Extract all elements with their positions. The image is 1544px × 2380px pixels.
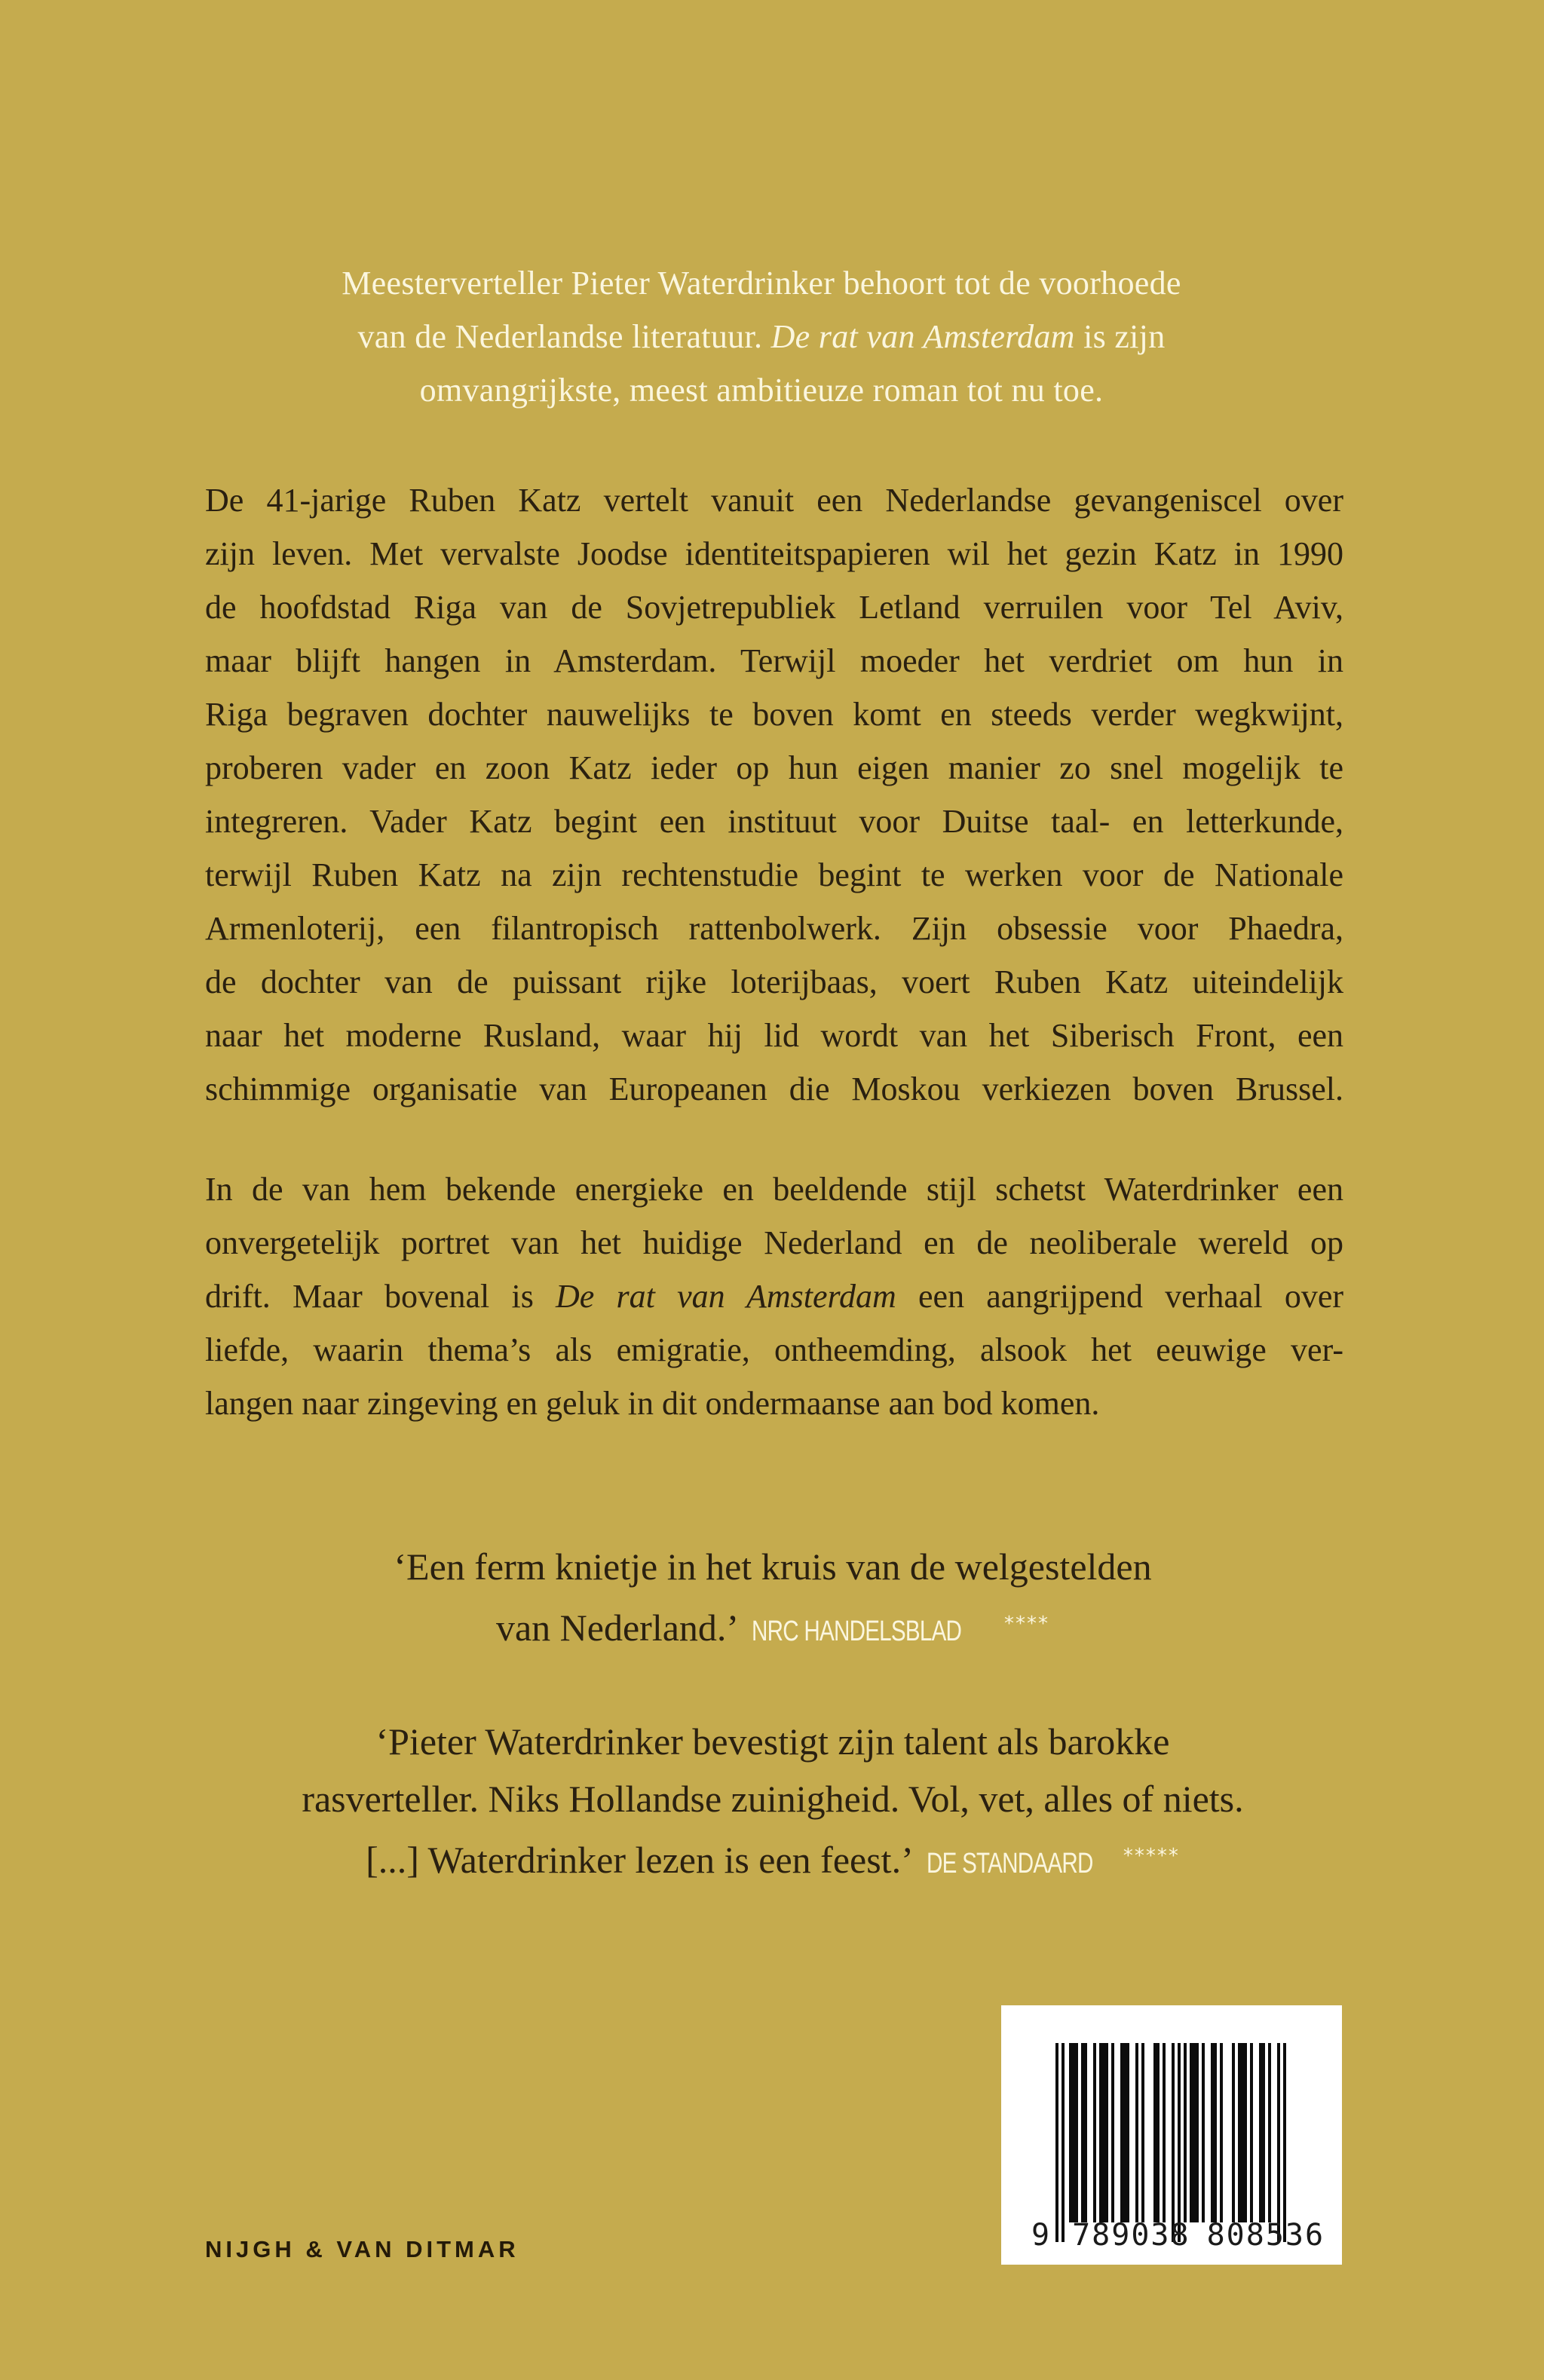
synopsis-line: terwijl Ruben Katz na zijn rechtenstudie begint te werken voor de Nationale <box>205 856 1343 893</box>
isbn-number <box>1031 2218 1325 2253</box>
intro-line-1: Meesterverteller Pieter Waterdrinker behoort tot de voorhoede <box>342 265 1181 302</box>
synopsis-line: langen naar zingeving en geluk in dit ondermaanse aan bod komen. <box>205 1385 1100 1422</box>
publisher-name: NIJGH & VAN DITMAR <box>205 2236 519 2262</box>
synopsis-line: de dochter van de puissant rijke loterijbaas, voert Ruben Katz uiteindelijk <box>205 963 1343 1000</box>
star-rating-icon: **** <box>1004 1613 1049 1635</box>
synopsis-line: In de van hem bekende energieke en beeldende stijl schetst Waterdrinker een <box>205 1171 1343 1208</box>
barcode-icon <box>1055 2043 1309 2242</box>
quote-line <box>226 1827 1319 1892</box>
intro-line-2-tail: is zijn <box>1083 318 1166 355</box>
synopsis-line: liefde, waarin thema’s als emigratie, ontheemding, alsook het eeuwige ver- <box>205 1331 1343 1368</box>
isbn-first-digit: 9 <box>1031 2218 1052 2253</box>
synopsis-line: zijn leven. Met vervalste Joodse identiteitspapieren wil het gezin Katz in 1990 <box>205 535 1343 572</box>
synopsis-line: De 41-jarige Ruben Katz vertelt vanuit een Nederlandse gevangeniscel over <box>205 482 1343 519</box>
synopsis-line: naar het moderne Rusland, waar hij lid wordt van het Siberisch Front, een <box>205 1017 1343 1054</box>
review-source: NRC HANDELSBLAD <box>751 1616 962 1647</box>
isbn-group-2: 808536 <box>1206 2218 1325 2253</box>
synopsis-paragraph-1 <box>205 473 1343 1116</box>
book-title-italic: De rat van Amsterdam <box>556 1278 896 1315</box>
synopsis-line <box>205 1270 1343 1323</box>
synopsis-line-3-before: drift. Maar bovenal is <box>205 1278 534 1315</box>
synopsis-line: onvergetelijk portret van het huidige Nederland en de neoliberale wereld op <box>205 1224 1343 1261</box>
synopsis-line: de hoofdstad Riga van de Sovjetrepubliek Letland verruilen voor Tel Aviv, <box>205 589 1343 626</box>
book-title-italic: De rat van Amsterdam <box>770 318 1075 355</box>
star-rating-icon: ***** <box>1123 1845 1180 1867</box>
synopsis-line: integreren. Vader Katz begint een instituut voor Duitse taal- en letterkunde, <box>205 803 1343 840</box>
intro-line-3: omvangrijkste, meest ambitieuze roman tot nu toe. <box>419 372 1104 409</box>
synopsis-line: schimmige organisatie van Europeanen die Moskou verkiezen boven Brussel. <box>205 1071 1343 1107</box>
quote-line: ‘Pieter Waterdrinker bevestigt zijn talent als barokke <box>375 1720 1170 1763</box>
synopsis-line: Riga begraven dochter nauwelijks te boven komt en steeds verder wegkwijnt, <box>205 696 1343 733</box>
intro-line-2-text: van de Nederlandse literatuur. <box>357 318 763 355</box>
synopsis-line: Armenloterij, een filantropisch rattenbolwerk. Zijn obsessie voor Phaedra, <box>205 910 1343 947</box>
quote-line-text: van Nederland.’ <box>495 1607 737 1649</box>
review-quote-standaard <box>226 1713 1319 1892</box>
quote-line-text: [...] Waterdrinker lezen is een feest.’ <box>366 1839 911 1881</box>
quote-line: rasverteller. Niks Hollandse zuinigheid. Vol, vet, alles of niets. <box>302 1778 1244 1820</box>
intro-line-2 <box>219 310 1304 363</box>
synopsis-line: maar blijft hangen in Amsterdam. Terwijl moeder het verdriet om hun in <box>205 642 1343 679</box>
intro-blurb <box>219 256 1304 417</box>
isbn-group-1: 789038 <box>1072 2218 1190 2253</box>
synopsis-paragraph-2 <box>205 1162 1343 1430</box>
isbn-barcode <box>1001 2005 1342 2265</box>
synopsis-line-3-after: een aangrijpend verhaal over <box>918 1278 1344 1315</box>
quote-line: ‘Een ferm knietje in het kruis van de welgestelden <box>394 1545 1152 1588</box>
quote-line <box>226 1595 1319 1660</box>
review-source: DE STANDAARD <box>926 1848 1093 1879</box>
synopsis-line: proberen vader en zoon Katz ieder op hun eigen manier zo snel mogelijk te <box>205 749 1343 786</box>
review-quote-nrc <box>226 1538 1319 1660</box>
